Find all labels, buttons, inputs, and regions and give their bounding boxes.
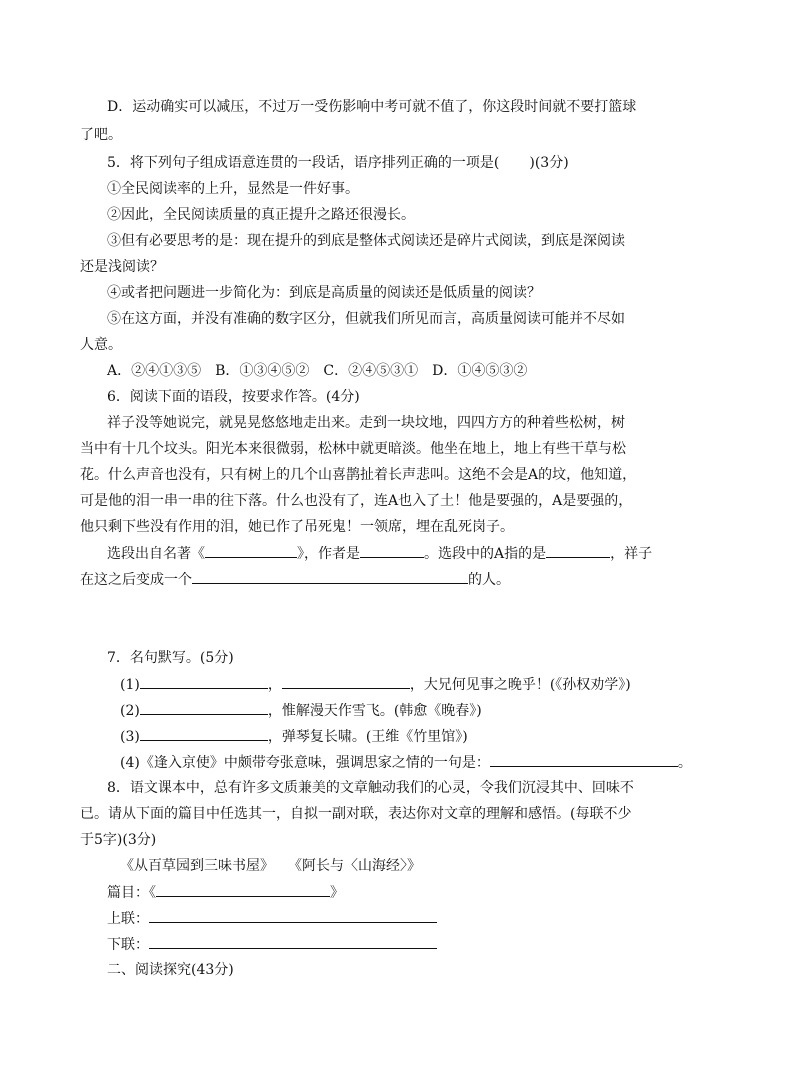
q5-sentence-1: ①全民阅读率的上升，显然是一件好事。	[107, 181, 359, 197]
q6-became-blank[interactable]	[192, 569, 468, 584]
q7-item-4-text: (4)《逢入京使》中颇带夸张意味，强调思家之情的一句是：	[120, 755, 490, 771]
q6-author-blank[interactable]	[360, 543, 424, 558]
q6-question-text-e: 在这之后变成一个	[80, 572, 192, 588]
q7-item-2	[120, 700, 482, 721]
q7-item-1-tail: ，大兄何见事之晚乎！(《孙权劝学》)	[409, 677, 631, 693]
q7-item-2-tail: ，惟解漫天作雪飞。(韩愈《晚春》)	[267, 703, 482, 719]
q6-passage-line3: 花。什么声音也没有，只有树上的几个山喜鹊扯着长声悲叫。这绝不会是A的坟，他知道，	[80, 467, 637, 483]
q7-item-1	[120, 674, 631, 695]
q6-question-text-d: ，祥子	[610, 546, 653, 562]
q5-stem	[107, 153, 569, 173]
q5-sentence-2: ②因此，全民阅读质量的真正提升之路还很漫长。	[107, 207, 415, 223]
q6-passage-line5: 他只剩下些没有作用的泪，她已作了吊死鬼！一领席，埋在乱死岗子。	[80, 519, 514, 535]
q7-item-1-blank-a[interactable]	[140, 674, 268, 689]
q7-item-1-blank-b[interactable]	[282, 674, 410, 689]
q5-sentence-3-line1: ③但有必要思考的是：现在提升的到底是整体式阅读还是碎片式阅读，到底是深阅读	[107, 233, 625, 249]
q8-xialian-blank[interactable]	[149, 934, 437, 949]
q8-shanglian-label: 上联：	[107, 911, 149, 927]
q7-item-2-num: (2)	[120, 703, 140, 719]
q8-pianmu-blank[interactable]	[156, 882, 330, 897]
q5-stem-text: 5．将下列句子组成语意连贯的一段话，语序排列正确的一项是(	[107, 155, 500, 171]
q6-question-text-c: 。选段中的A指的是	[424, 546, 547, 562]
q7-item-4	[120, 752, 692, 773]
q6-passage-line2: 当中有十几个坟头。阳光本来很微弱，松林中就更暗淡。他坐在地上，地上有些干草与松	[80, 441, 626, 457]
q8-article-titles: 《从百草园到三味书屋》 《阿长与〈山海经〉》	[120, 858, 421, 874]
q6-question-line1	[107, 543, 652, 564]
q4-option-d-line1: D．运动确实可以减压，不过万一受伤影响中考可就不值了，你这段时间就不要打篮球	[107, 99, 637, 115]
q6-book-title-blank[interactable]	[205, 543, 297, 558]
q7-item-3	[120, 726, 468, 747]
q6-question-text-f: 的人。	[468, 572, 510, 588]
q8-shanglian-blank[interactable]	[149, 908, 437, 923]
q8-pianmu-label: 篇目：《	[107, 885, 156, 901]
q5-sentence-5-line2: 人意。	[80, 337, 122, 353]
q7-item-4-blank[interactable]	[490, 752, 678, 767]
q8-stem-line1: 8．语文课本中，总有许多文质兼美的文章触动我们的心灵，令我们沉浸其中、回味不	[107, 780, 634, 796]
q8-xialian-row	[107, 934, 437, 955]
q7-item-3-blank[interactable]	[140, 726, 268, 741]
q6-question-line2	[80, 569, 510, 590]
section-2-title: 二、阅读探究(43分)	[107, 962, 234, 978]
q8-pianmu-row	[107, 882, 344, 903]
q8-stem-line2: 已。请从下面的篇目中任选其一，自拟一副对联，表达你对文章的理解和感悟。(每联不少	[80, 806, 632, 822]
q6-stem: 6．阅读下面的语段，按要求作答。(4分)	[107, 389, 360, 405]
q7-item-1-num: (1)	[120, 677, 140, 693]
q7-stem: 7．名句默写。(5分)	[107, 650, 234, 666]
q6-passage-line4: 可是他的泪一串一串的往下落。什么也没有了，连A也入了土！他是要强的，A是要强的，	[80, 493, 633, 509]
q8-xialian-label: 下联：	[107, 937, 149, 953]
q7-item-4-end: 。	[677, 755, 692, 771]
q5-sentence-5-line1: ⑤在这方面，并没有准确的数字区分，但就我们所见而言，高质量阅读可能并不尽如	[107, 311, 625, 327]
q7-item-3-num: (3)	[120, 729, 140, 745]
q5-options: A．②④①③⑤ B．①③④⑤② C．②④⑤③① D．①④⑤③②	[107, 363, 528, 379]
q6-a-refers-blank[interactable]	[546, 543, 610, 558]
q5-sentence-3-line2: 还是浅阅读？	[80, 259, 164, 275]
q6-question-text-b: 》，作者是	[297, 546, 360, 562]
q6-passage-line1: 祥子没等她说完，就晃晃悠悠地走出来。走到一块坟地，四四方方的种着些松树，树	[107, 415, 625, 431]
q5-sentence-4: ④或者把问题进一步简化为：到底是高质量的阅读还是低质量的阅读？	[107, 285, 541, 301]
q8-shanglian-row	[107, 908, 437, 929]
q7-item-2-blank[interactable]	[140, 700, 268, 715]
q7-item-3-tail: ，弹琴复长啸。(王维《竹里馆》)	[267, 729, 468, 745]
q5-stem-score: )(3分)	[529, 155, 569, 171]
q7-item-1-sep: ，	[267, 677, 282, 693]
q4-option-d-line2: 了吧。	[80, 127, 122, 143]
q8-stem-line3: 于5字)(3分)	[80, 832, 157, 848]
q6-question-text-a: 选段出自名著《	[107, 546, 205, 562]
q8-pianmu-close: 》	[330, 885, 344, 901]
